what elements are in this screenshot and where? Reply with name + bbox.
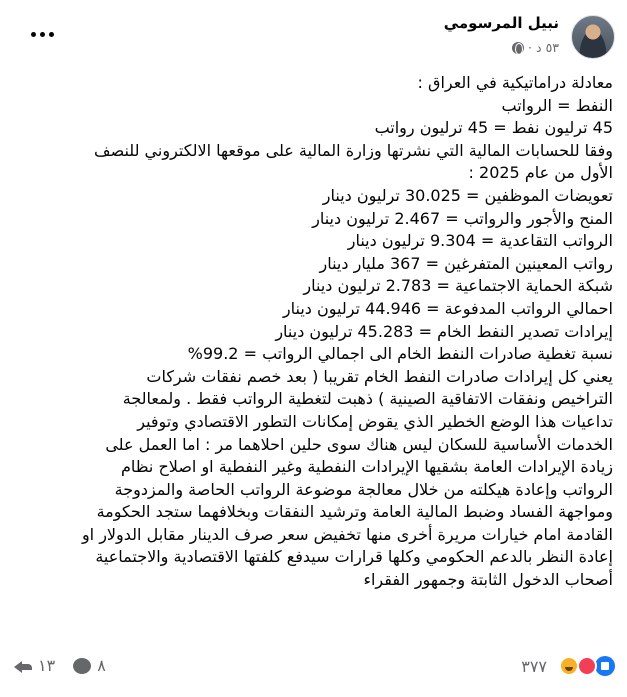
post-author[interactable]: نبيل المرسومي — [443, 14, 559, 32]
post-text-line: الأول من عام 2025 : — [468, 163, 613, 183]
more-dot — [40, 32, 45, 37]
comment-icon — [73, 658, 91, 674]
post-text-line: تعويضات الموظفين = 30.025 ترليون دينار — [322, 185, 613, 205]
post-text-line: النفط = الرواتب — [501, 95, 613, 115]
shares-count: ١٣ — [38, 656, 56, 675]
haha-reaction-icon — [559, 656, 579, 676]
comments-stat[interactable] — [73, 656, 106, 675]
reactions-summary[interactable] — [521, 656, 615, 676]
post-text-line: ومواجهة الفساد وضبط المالية العامة وترشيد النفقات وبخلافهما ستجد الحكومة — [96, 502, 613, 522]
shares-stat[interactable] — [14, 656, 55, 675]
post-text-line: تداعيات هذا الوضع الخطير الذي يقوض إمكانات التطور الاقتصادي وتوفير — [137, 411, 613, 431]
post-text-line: زيادة الإيرادات العامة بشقيها الإيرادات النفطية وغير النفطية او اصلاح نظام — [121, 457, 613, 477]
reactions-count[interactable]: ٣٧٧ — [521, 656, 547, 676]
post-text-line: المنح والأجور والرواتب = 2.467 ترليون دينار — [312, 208, 613, 228]
more-dots-icon — [49, 32, 54, 37]
like-reaction-icon — [595, 656, 615, 676]
post-footer — [0, 652, 627, 686]
post-text-line: 45 ترليون نفط = 45 ترليون رواتب — [374, 118, 613, 138]
post-text-line: وفقا للحسابات المالية التي نشرتها وزارة المالية على موقعها الالكتروني للنصف — [94, 140, 613, 160]
post-text-line: معادلة دراماتيكية في العراق : — [417, 73, 613, 92]
post-text-line: الرواتب وإعادة هيكلته من خلال معالجة موضوعة الرواتب الحاصة والمزدوجة — [114, 479, 613, 499]
post-text-line: رواتب المعينين المتفرغين = 367 مليار دينار — [319, 253, 613, 273]
post-text-line: القادمة امام خيارات مريرة أخرى منها تخفيض سعر صرف الدينار مقابل الدولار او — [81, 524, 613, 544]
share-icon — [14, 659, 32, 673]
post-text-line: احمالي الرواتب المدفوعة = 44.946 ترليون دينار — [282, 298, 613, 318]
comments-count: ٨ — [97, 656, 106, 675]
globe-icon[interactable] — [512, 42, 524, 54]
post-text-line: إيرادات تصدير النفط الخام = 45.283 ترليون دينار — [275, 321, 613, 341]
post-time[interactable]: ٥٣ د — [536, 40, 559, 55]
post-text-line: نسبة تغطية صادرات النفط الخام الى اجمالي الرواتب = 99.2% — [187, 344, 613, 364]
meta-separator: · — [528, 40, 533, 55]
post-text — [13, 72, 613, 592]
post-meta — [512, 40, 559, 55]
post-text-line: يعني كل إيرادات صادرات النفط الخام تقريبا ( بعد خصم نفقات شركات — [146, 366, 613, 386]
avatar[interactable] — [571, 15, 615, 59]
post-text-line: التراخيص ونفقات الاتفاقية الصينية ) ذهبت لتغطية الرواتب فقط . ولمعالجة — [122, 389, 613, 409]
post-text-line: الخدمات الأساسية للسكان ليس هناك سوى حلين احلاهما مر : اما العمل على — [105, 434, 613, 454]
post-stats — [14, 656, 106, 675]
more-dot — [31, 32, 36, 37]
post-text-line: إعادة النظر بالدعم الحكومي وكلها قرارات سيدفع كلفتها الاقتصادية والاجتماعية — [95, 547, 613, 567]
love-reaction-icon — [577, 656, 597, 676]
post-text-line: شبكة الحماية الاجتماعية = 2.783 ترليون دينار — [303, 276, 613, 296]
post-text-line: أصحاب الدخول الثابتة وجمهور الفقراء — [363, 570, 613, 590]
post-text-line: الرواتب التقاعدية = 9.304 ترليون دينار — [347, 231, 613, 251]
post-header — [0, 8, 627, 68]
more-options-button[interactable] — [24, 22, 60, 46]
